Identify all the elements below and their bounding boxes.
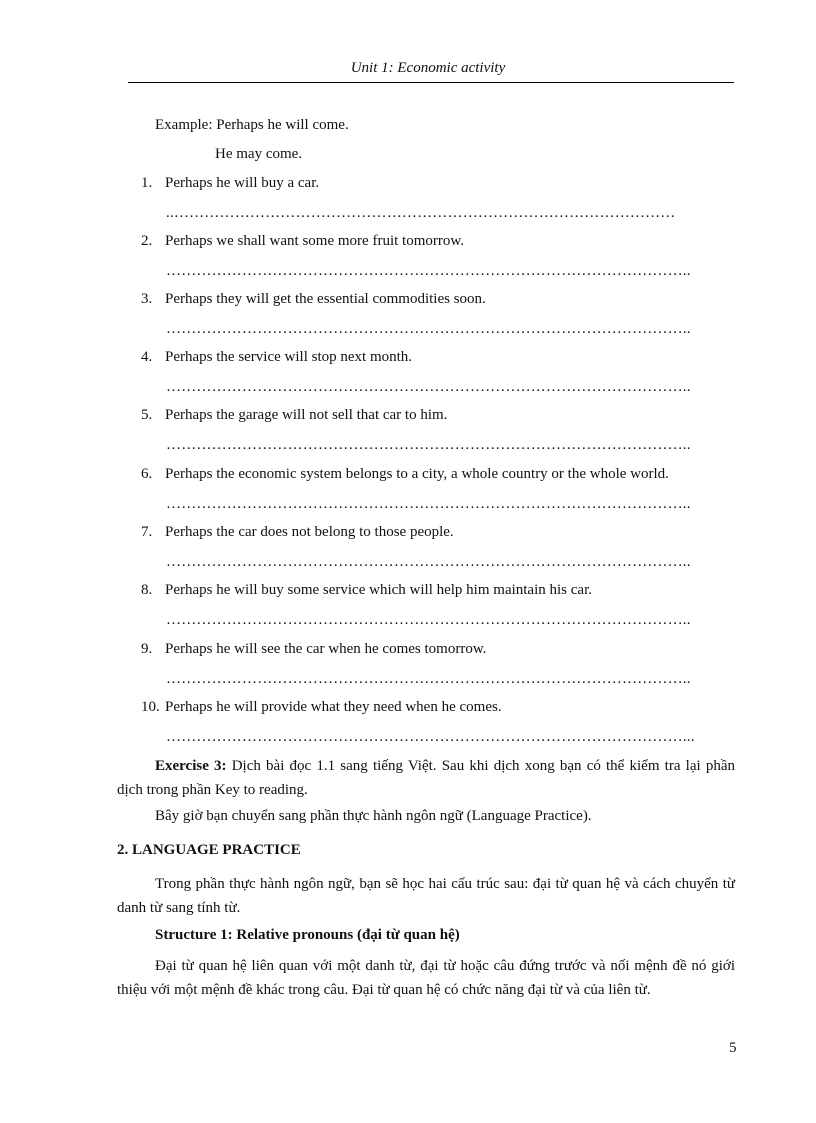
item-number: 9. [141,641,153,657]
section-heading: 2. LANGUAGE PRACTICE [117,842,301,858]
item-number: 7. [141,524,153,540]
list-item [141,580,592,600]
list-item [141,639,486,659]
list-item [141,173,319,193]
exercise-3-text: Dịch bài đọc 1.1 sang tiếng Việt. Sau khi dịch xong bạn có thể kiểm tra lại phần dịch trong phần Key to reading. [117,758,735,798]
item-text: Perhaps they will get the essential commodities soon. [165,291,486,307]
header-title: Unit 1: Economic activity [350,60,506,76]
item-number: 1. [141,175,153,191]
item-text: Perhaps the service will stop next month. [165,349,413,365]
example-line-2: He may come. [215,146,303,162]
list-item [141,464,669,484]
item-text: Perhaps he will buy some service which will help him maintain his car. [165,582,592,598]
item-text: Perhaps the economic system belongs to a city, a whole country or the whole world. [165,466,669,482]
item-number: 2. [141,233,153,249]
transition-text: Bây giờ bạn chuyển sang phần thực hành ngôn ngữ (Language Practice). [155,808,592,824]
answer-line[interactable]: ………………………………………………………………………………………….. [166,437,691,453]
item-number: 10. [141,699,160,715]
answer-line[interactable]: …………………………………………………………………………………………... [166,729,695,745]
structure-1-heading: Structure 1: Relative pronouns (đại từ quan hệ) [155,927,460,943]
list-item [141,231,464,251]
page-number: 5 [729,1040,737,1056]
item-number: 4. [141,349,153,365]
answer-line[interactable]: ..……………………………………………………………………………………… [166,205,676,221]
section-intro: Trong phần thực hành ngôn ngữ, bạn sẽ học hai cấu trúc sau: đại từ quan hệ và cách chuyển từ danh từ sang tính từ. [117,876,735,916]
header-divider [128,82,734,83]
answer-line[interactable]: ………………………………………………………………………………………….. [166,554,691,570]
exercise-3-label: Exercise 3: [155,758,227,774]
item-text: Perhaps he will see the car when he comes tomorrow. [165,641,487,657]
item-number: 8. [141,582,153,598]
exercise-3-paragraph [117,754,735,802]
item-number: 3. [141,291,153,307]
item-text: Perhaps the car does not belong to those people. [165,524,454,540]
answer-line[interactable]: ………………………………………………………………………………………….. [166,496,691,512]
item-number: 5. [141,407,153,423]
item-number: 6. [141,466,153,482]
item-text: Perhaps we shall want some more fruit tomorrow. [165,233,464,249]
item-text: Perhaps the garage will not sell that car to him. [165,407,448,423]
list-item [141,405,447,425]
answer-line[interactable]: ………………………………………………………………………………………….. [166,612,691,628]
list-item [141,522,454,542]
list-item [141,289,486,309]
list-item [141,697,502,717]
answer-line[interactable]: ………………………………………………………………………………………….. [166,671,691,687]
answer-line[interactable]: ………………………………………………………………………………………….. [166,263,691,279]
example-line-1: Example: Perhaps he will come. [155,117,349,133]
item-text: Perhaps he will provide what they need when he comes. [165,699,502,715]
item-text: Perhaps he will buy a car. [165,175,320,191]
answer-line[interactable]: ………………………………………………………………………………………….. [166,379,691,395]
answer-line[interactable]: ………………………………………………………………………………………….. [166,321,691,337]
structure-1-paragraph: Đại từ quan hệ liên quan với một danh từ, đại từ hoặc câu đứng trước và nối mệnh đề nó giới thiệu với một mệnh đề khác trong câu. Đại từ quan hệ có chức năng đại từ và của liên từ. [117,958,735,998]
list-item [141,347,412,367]
